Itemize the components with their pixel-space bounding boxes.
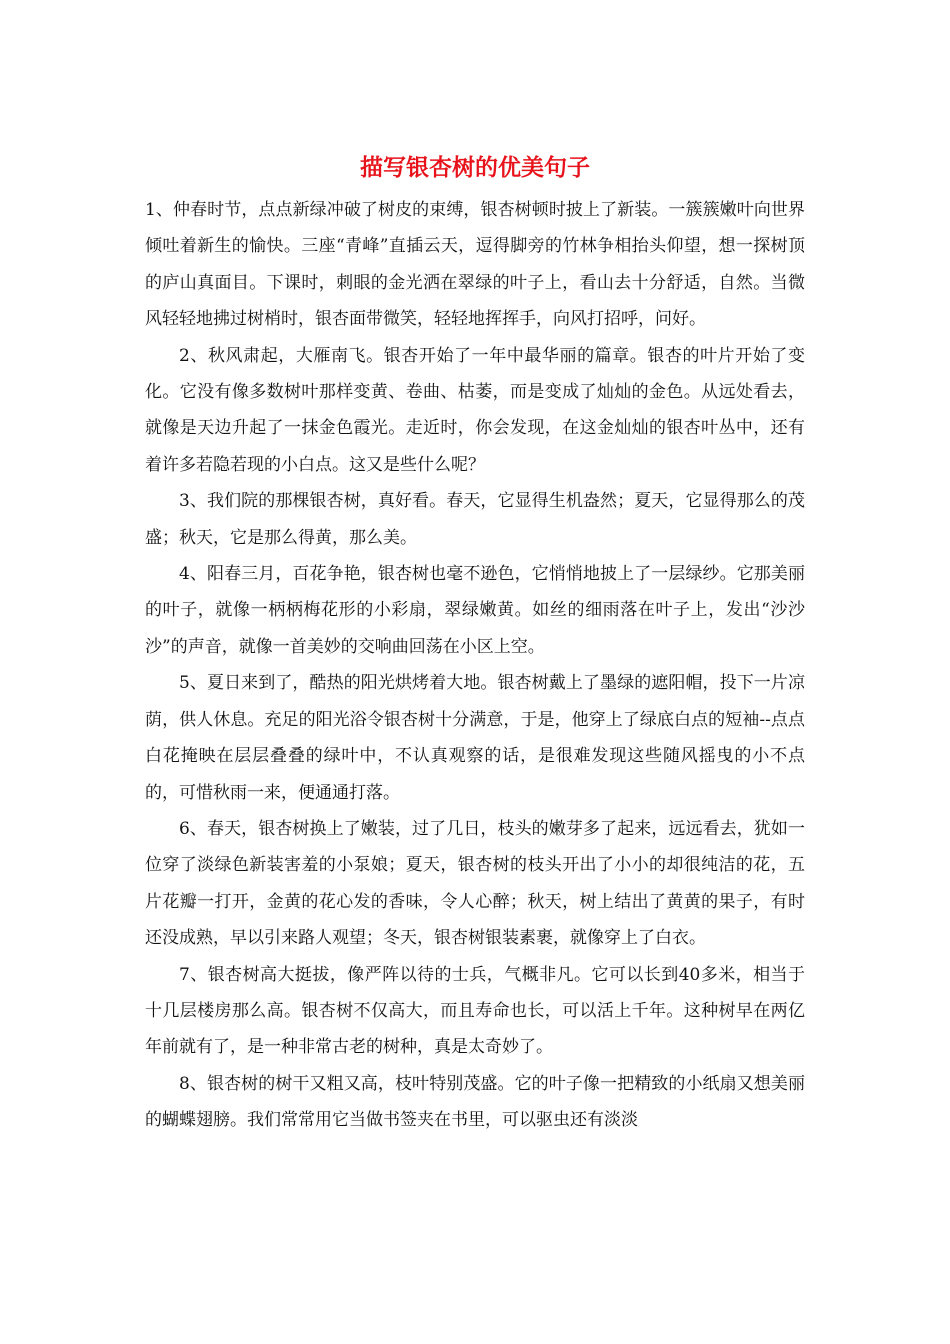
paragraph-7: 7、银杏树高大挺拔，像严阵以待的士兵，气概非凡。它可以长到40多米，相当于十几层楼房那么高。银杏树不仅高大，而且寿命也长，可以活上千年。这种树早在两亿年前就有了，是一种非常古老的树种，真是太奇妙了。 [145, 964, 805, 1058]
document-title: 描写银杏树的优美句子 [360, 154, 590, 181]
paragraph-3: 3、我们院的那棵银杏树，真好看。春天，它显得生机盎然；夏天，它显得那么的茂盛；秋天，它是那么得黄，那么美。 [145, 491, 805, 548]
document-body [145, 192, 805, 1139]
paragraph-1: 1、仲春时节，点点新绿冲破了树皮的束缚，银杏树顿时披上了新装。一簇簇嫩叶向世界倾吐着新生的愉快。三座“青峰”直插云天，逗得脚旁的竹林争相抬头仰望，想一探树顶的庐山真面目。下课时，刺眼的金光洒在翠绿的叶子上，看山去十分舒适，自然。当微风轻轻地拂过树梢时，银杏面带微笑，轻轻地挥挥手，向风打招呼，问好。 [145, 200, 805, 330]
paragraph-4: 4、阳春三月，百花争艳，银杏树也毫不逊色，它悄悄地披上了一层绿纱。它那美丽的叶子，就像一柄柄梅花形的小彩扇，翠绿嫩黄。如丝的细雨落在叶子上，发出“沙沙沙”的声音，就像一首美妙的交响曲回荡在小区上空。 [145, 564, 805, 657]
paragraph-2: 2、秋风肃起，大雁南飞。银杏开始了一年中最华丽的篇章。银杏的叶片开始了变化。它没有像多数树叶那样变黄、卷曲、枯萎，而是变成了灿灿的金色。从远处看去，就像是天边升起了一抹金色霞光。走近时，你会发现，在这金灿灿的银杏叶丛中，还有着许多若隐若现的小白点。这又是些什么呢？ [145, 345, 805, 475]
paragraph-8: 8、银杏树的树干又粗又高，枝叶特别茂盛。它的叶子像一把精致的小纸扇又想美丽的蝴蝶翅膀。我们常常用它当做书签夹在书里，可以驱虫还有淡淡 [145, 1073, 805, 1131]
paragraph-6: 6、春天，银杏树换上了嫩装，过了几日，枝头的嫩芽多了起来，远远看去，犹如一位穿了淡绿色新装害羞的小泵娘；夏天，银杏树的枝头开出了小小的却很纯洁的花，五片花瓣一打开，金黄的花心发的香味，令人心醉；秋天，树上结出了黄黄的果子，有时还没成熟，早以引来路人观望；冬天，银杏树银装素裹，就像穿上了白衣。 [145, 818, 805, 949]
paragraph-5: 5、夏日来到了，酷热的阳光烘烤着大地。银杏树戴上了墨绿的遮阳帽，投下一片凉荫，供人休息。充足的阳光浴令银杏树十分满意，于是，他穿上了绿底白点的短袖--点点白花掩映在层层叠叠的绿叶中，不认真观察的话，是很难发现这些随风摇曳的小不点的，可惜秋雨一来，便通通打落。 [145, 673, 805, 803]
